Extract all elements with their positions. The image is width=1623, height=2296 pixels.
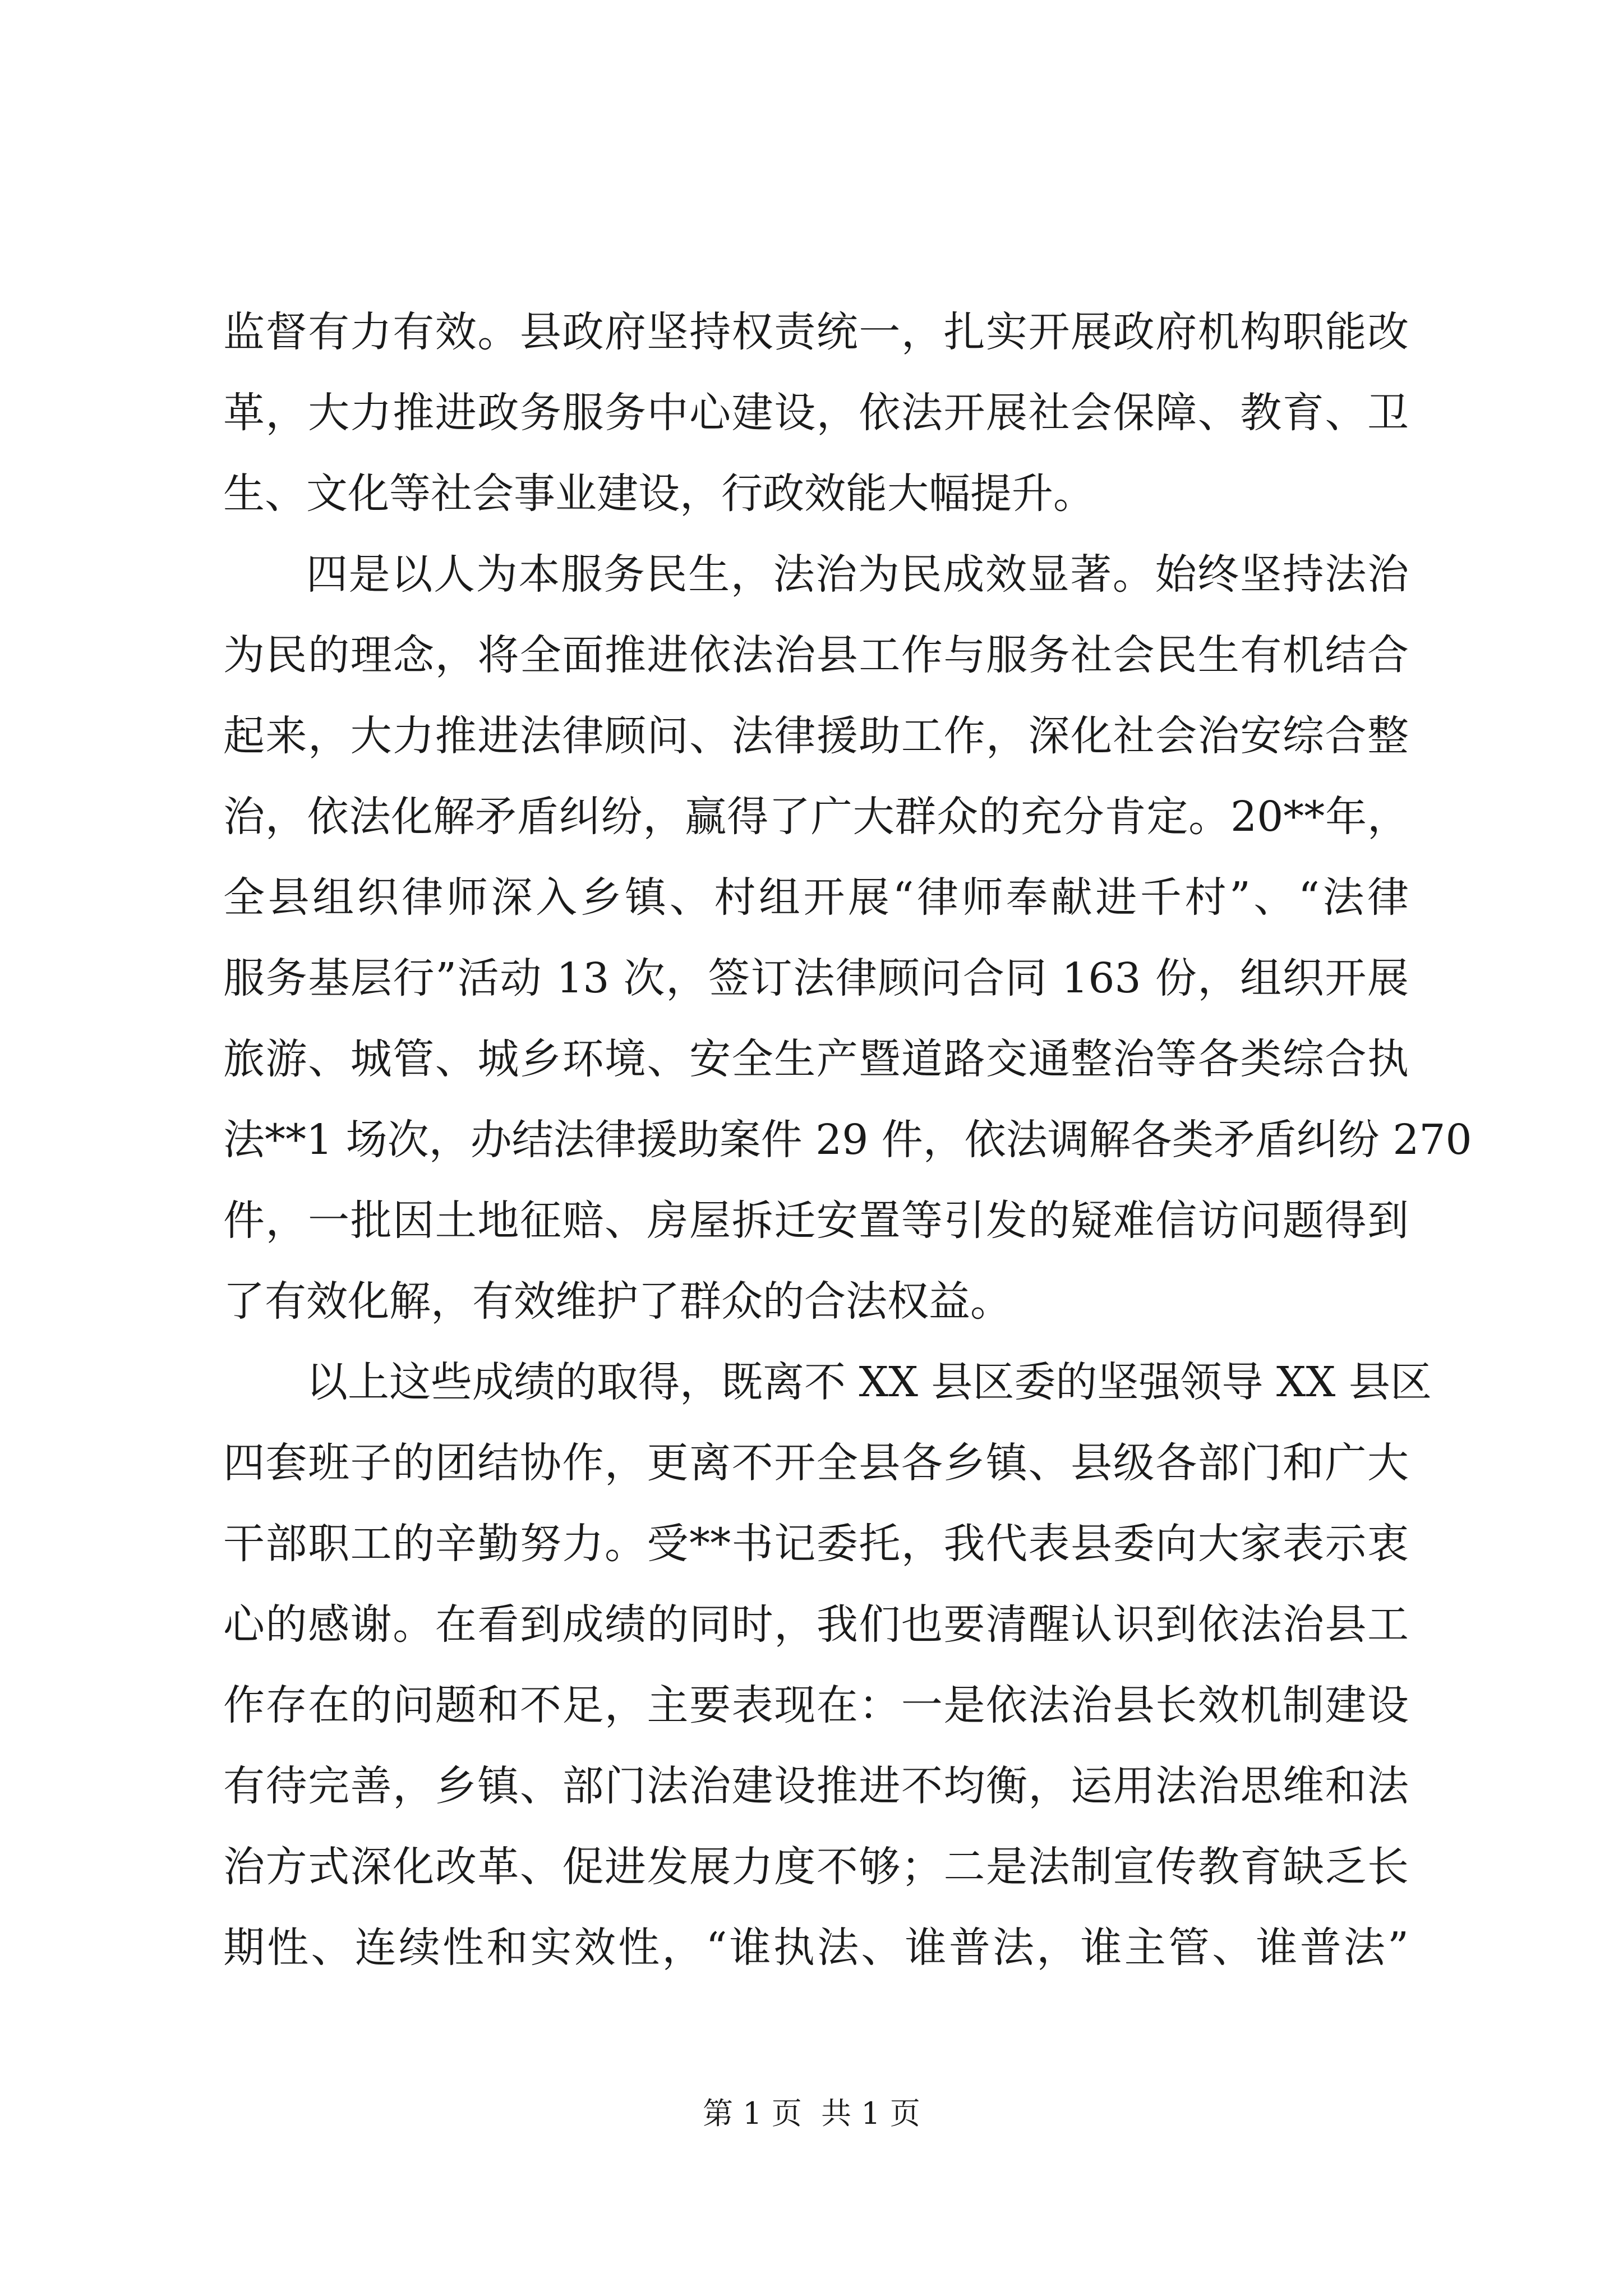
text-line: 革，大力推进政务服务中心建设，依法开展社会保障、教育、卫 — [223, 389, 1409, 437]
text-line: 全县组织律师深入乡镇、村组开展“律师奉献进千村”、“法律 — [223, 873, 1409, 922]
text-line: 监督有力有效。县政府坚持权责统一，扎实开展政府机构职能改 — [223, 308, 1409, 356]
page-footer — [0, 2091, 1623, 2136]
text-line: 了有效化解，有效维护了群众的合法权益。 — [223, 1277, 1012, 1326]
text-line: 作存在的问题和不足，主要表现在：一是依法治县长效机制建设 — [223, 1681, 1409, 1729]
text-line: 期性、连续性和实效性，“谁执法、谁普法，谁主管、谁普法” — [223, 1924, 1409, 1972]
text-line: 生、文化等社会事业建设，行政效能大幅提升。 — [223, 470, 1095, 518]
text-line: 有待完善，乡镇、部门法治建设推进不均衡，运用法治思维和法 — [223, 1762, 1409, 1810]
page-number-label: 第 1 页 共 1 页 — [703, 2096, 920, 2131]
text-line: 干部职工的辛勤努力。受**书记委托，我代表县委向大家表示衷 — [223, 1520, 1409, 1568]
text-line: 治，依法化解矛盾纠纷，赢得了广大群众的充分肯定。20**年， — [223, 793, 1409, 841]
text-line: 法**1 场次，办结法律援助案件 29 件，依法调解各类矛盾纠纷 270 — [223, 1116, 1472, 1164]
text-line: 服务基层行”活动 13 次，签订法律顾问合同 163 份，组织开展 — [223, 954, 1409, 1002]
body-text — [223, 292, 1472, 1988]
paragraph-first-line: 四是以人为本服务民生，法治为民成效显著。始终坚持法治 — [306, 550, 1409, 599]
text-line: 件，一批因土地征赔、房屋拆迁安置等引发的疑难信访问题得到 — [223, 1197, 1409, 1245]
text-line: 为民的理念，将全面推进依法治县工作与服务社会民生有机结合 — [223, 631, 1409, 679]
text-line: 四套班子的团结协作，更离不开全县各乡镇、县级各部门和广大 — [223, 1439, 1409, 1487]
text-line: 心的感谢。在看到成绩的同时，我们也要清醒认识到依法治县工 — [223, 1600, 1409, 1649]
paragraph-first-line: 以上这些成绩的取得，既离不 XX 县区委的坚强领导 XX 县区 — [306, 1358, 1432, 1406]
text-line: 旅游、城管、城乡环境、安全生产暨道路交通整治等各类综合执 — [223, 1035, 1409, 1083]
text-line: 治方式深化改革、促进发展力度不够；二是法制宣传教育缺乏长 — [223, 1843, 1409, 1891]
text-line: 起来，大力推进法律顾问、法律援助工作，深化社会治安综合整 — [223, 712, 1409, 760]
